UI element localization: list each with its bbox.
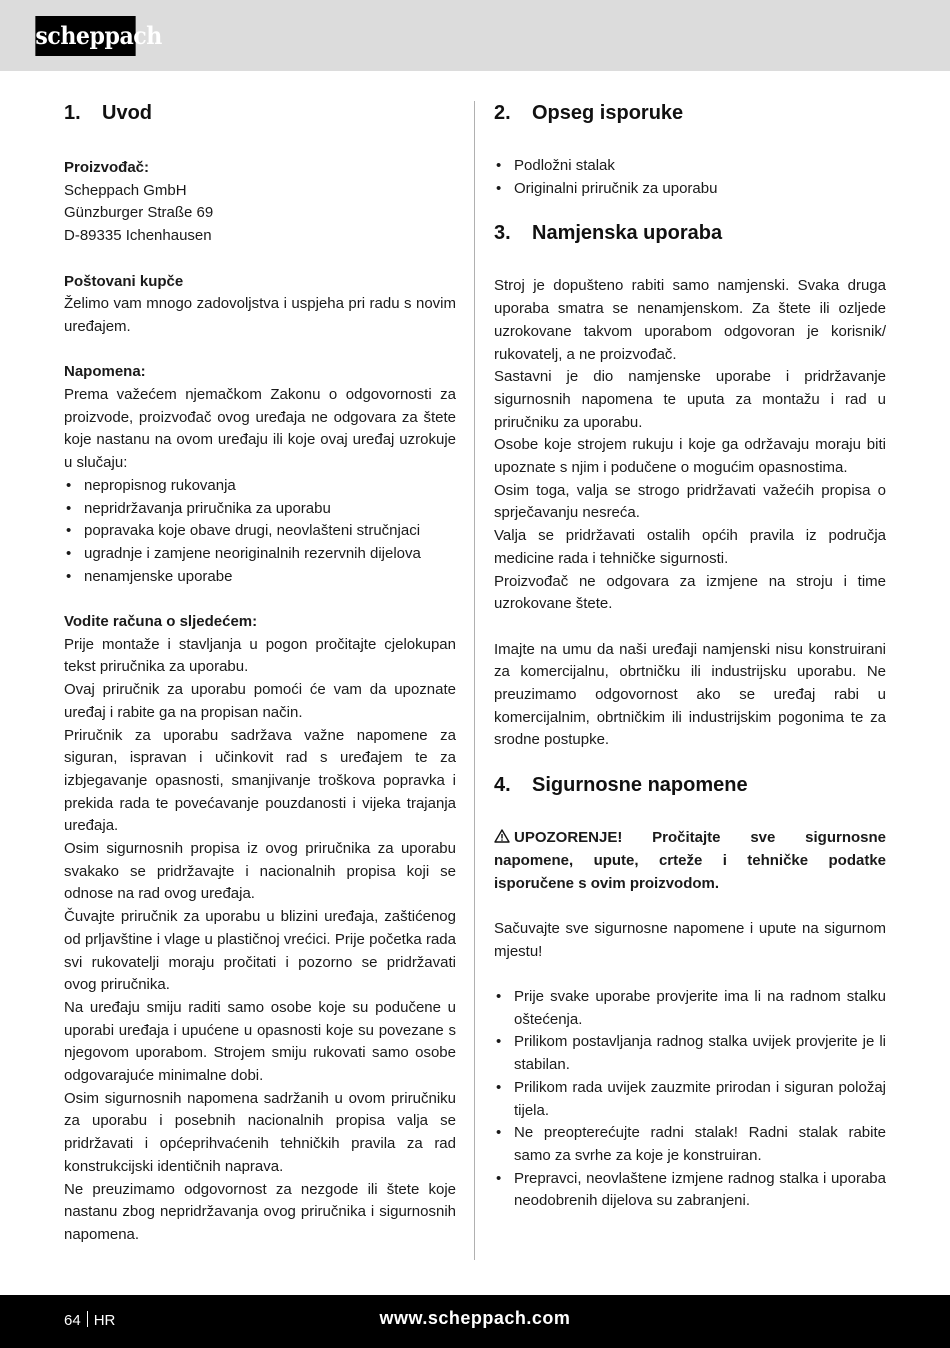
warning-block <box>494 827 886 895</box>
section-title: Namjenska uporaba <box>532 222 723 245</box>
manufacturer-line: Scheppach GmbH <box>64 181 187 199</box>
section-title: Sigurnosne napomene <box>532 774 748 797</box>
paragraph: Priručnik za uporabu sadržava važne napomene za siguran, ispravan i učinkovit rad s uređajem te za izbjegavanje opasnosti, smanjivanje troškova popravka i prekida rada te povećavanje pouzdanosti i vijeka trajanja uređaja. <box>64 726 456 835</box>
list-item: • Podložni stalak <box>494 155 886 178</box>
note-text: Prema važećem njemačkom Zakonu o odgovornosti za proizvode, proizvođač ovog uređaja ne odgovara za štete koje nastanu na ovom uređaju ili koje ovaj uređaj uzrokuje u slučaju: <box>64 386 456 472</box>
list-item: • Originalni priručnik za uporabu <box>494 178 886 201</box>
paragraph: Valja se pridržavati ostalih općih pravila iz područja medicine rada i tehničke sigurnosti. <box>494 527 886 567</box>
manufacturer-line: Günzburger Straße 69 <box>64 204 214 222</box>
note-label: Napomena: <box>64 363 146 381</box>
section-2-heading <box>494 100 886 126</box>
column-divider <box>474 101 475 1260</box>
section-number: 3. <box>494 222 511 245</box>
paragraph: Ovaj priručnik za uporabu pomoći će vam da upoznate uređaj i rabite ga na propisan način. <box>64 681 456 721</box>
paragraph: Osim sigurnosnih propisa iz ovog priručnika za uporabu svakako se pridržavajte i nacionalnih propisa koji se odnose na rad ovog uređaja. <box>64 840 456 903</box>
list-item: • nenamjenske uporabe <box>64 566 456 589</box>
paragraph: Na uređaju smiju raditi samo osobe koje su podučene u uporabi uređaja i upućene u opasnosti koje su povezane s njegovom uporabom. Strojem smiju rukovati samo osobe odgovarajuće minimalne dobi. <box>64 998 456 1085</box>
header-band <box>0 0 950 71</box>
section-number: 4. <box>494 774 511 797</box>
paragraph: Sastavni je dio namjenske uporabe i pridržavanje sigurnosnih napomena te uputa za montažu i rad u priručniku za uporabu. <box>494 368 886 431</box>
paragraph: Osim sigurnosnih napomena sadržanih u ovom priručniku za uporabu i posebnih nacionalnih propisa valja se pridržavati i općeprihvaćenih tehničkih pravila za rad konstrukcijski identičnih naprava. <box>64 1089 456 1175</box>
consider-label: Vodite računa o sljedećem: <box>64 613 258 631</box>
warning-text: UPOZORENJE! Pročitajte sve sigurnosne napomene, upute, crteže i tehničke podatke isporučene s ovim proizvodom. <box>494 829 886 892</box>
section-title: Uvod <box>102 102 152 124</box>
section-3-heading <box>494 220 886 246</box>
customer-text: Želimo vam mnogo zadovoljstva i uspjeha pri radu s novim uređajem. <box>64 295 456 335</box>
list-item: • popravaka koje obave drugi, neovlašteni stručnjaci <box>64 520 456 543</box>
footer-band <box>0 1295 950 1348</box>
section-number: 2. <box>494 102 511 124</box>
list-item: • Prilikom rada uvijek zauzmite prirodan i siguran položaj tijela. <box>494 1077 886 1122</box>
paragraph: Osim toga, valja se strogo pridržavati važećih propisa o sprječavanju nesreća. <box>494 481 886 522</box>
paragraph: Imajte na umu da naši uređaji namjenski nisu konstruirani za komercijalnu, obrtničku ili industrijsku uporabu. Ne preuzimamo odgovornost ako se uređaj rabi u komercijalnim, obrtničkim ili industrijskim pogonima te za srodne postupke. <box>494 640 886 749</box>
right-column <box>494 100 886 1213</box>
delivery-list <box>494 155 886 200</box>
list-item: • nepridržavanja priručnika za uporabu <box>64 498 456 521</box>
keep-instructions-text: Sačuvajte sve sigurnosne napomene i upute na sigurnom mjestu! <box>494 919 886 960</box>
manufacturer-line: D-89335 Ichenhausen <box>64 227 212 245</box>
page-number-value: 64 <box>64 1312 81 1329</box>
paragraph: Osobe koje strojem rukuju i koje ga održavaju moraju biti upoznate s njim i podučene o mogućim opasnostima. <box>494 436 886 477</box>
safety-list <box>494 986 886 1213</box>
section-4-heading <box>494 772 886 798</box>
scheppach-logo: scheppach <box>35 16 135 56</box>
website-link[interactable]: www.scheppach.com <box>379 1308 571 1328</box>
list-item: • Prilikom postavljanja radnog stalka uvijek provjerite je li stabilan. <box>494 1031 886 1076</box>
list-item: • Prepravci, neovlaštene izmjene radnog stalka i uporaba neodobrenih dijelova su zabranjeni. <box>494 1168 886 1213</box>
left-column <box>64 100 456 1247</box>
list-item: • Ne preopterećujte radni stalak! Radni stalak rabite samo za svrhe za koje je konstruiran. <box>494 1122 886 1167</box>
paragraph: Stroj je dopušteno rabiti samo namjenski. Svaka druga uporaba smatra se nenamjenskom. Za štete ili ozljede uzrokovane takvom uporabom odgovoran je korisnik/ rukovatelj, a ne proizvođač. <box>494 277 886 363</box>
paragraph: Ne preuzimamo odgovornost za nezgode ili štete koje nastanu zbog nepridržavanja ovog priručnika i sigurnosnih napomena. <box>64 1180 456 1243</box>
paragraph: Proizvođač ne odgovara za izmjene na stroju i time uzrokovane štete. <box>494 572 886 613</box>
section-number: 1. <box>64 102 81 124</box>
section-title: Opseg isporuke <box>532 102 684 124</box>
note-list <box>64 475 456 589</box>
list-item: • Prije svake uporabe provjerite ima li na radnom stalku oštećenja. <box>494 986 886 1031</box>
manufacturer-label: Proizvođač: <box>64 159 150 176</box>
warning-triangle-icon <box>494 829 510 843</box>
list-item: • ugradnje i zamjene neoriginalnih rezervnih dijelova <box>64 543 456 566</box>
list-item: • nepropisnog rukovanja <box>64 475 456 498</box>
language-code: HR <box>93 1312 116 1329</box>
section-1-heading <box>64 100 456 126</box>
customer-label: Poštovani kupče <box>64 272 184 290</box>
paragraph: Prije montaže i stavljanja u pogon pročitajte cjelokupan tekst priručnika za uporabu. <box>64 635 456 676</box>
paragraph: Čuvajte priručnik za uporabu u blizini uređaja, zaštićenog od prljavštine i vlage u plastičnoj vrećici. Prije početka rada svi rukovatelji moraju pročitati i pozorno se pridržavati ovog priručnika. <box>64 908 456 994</box>
